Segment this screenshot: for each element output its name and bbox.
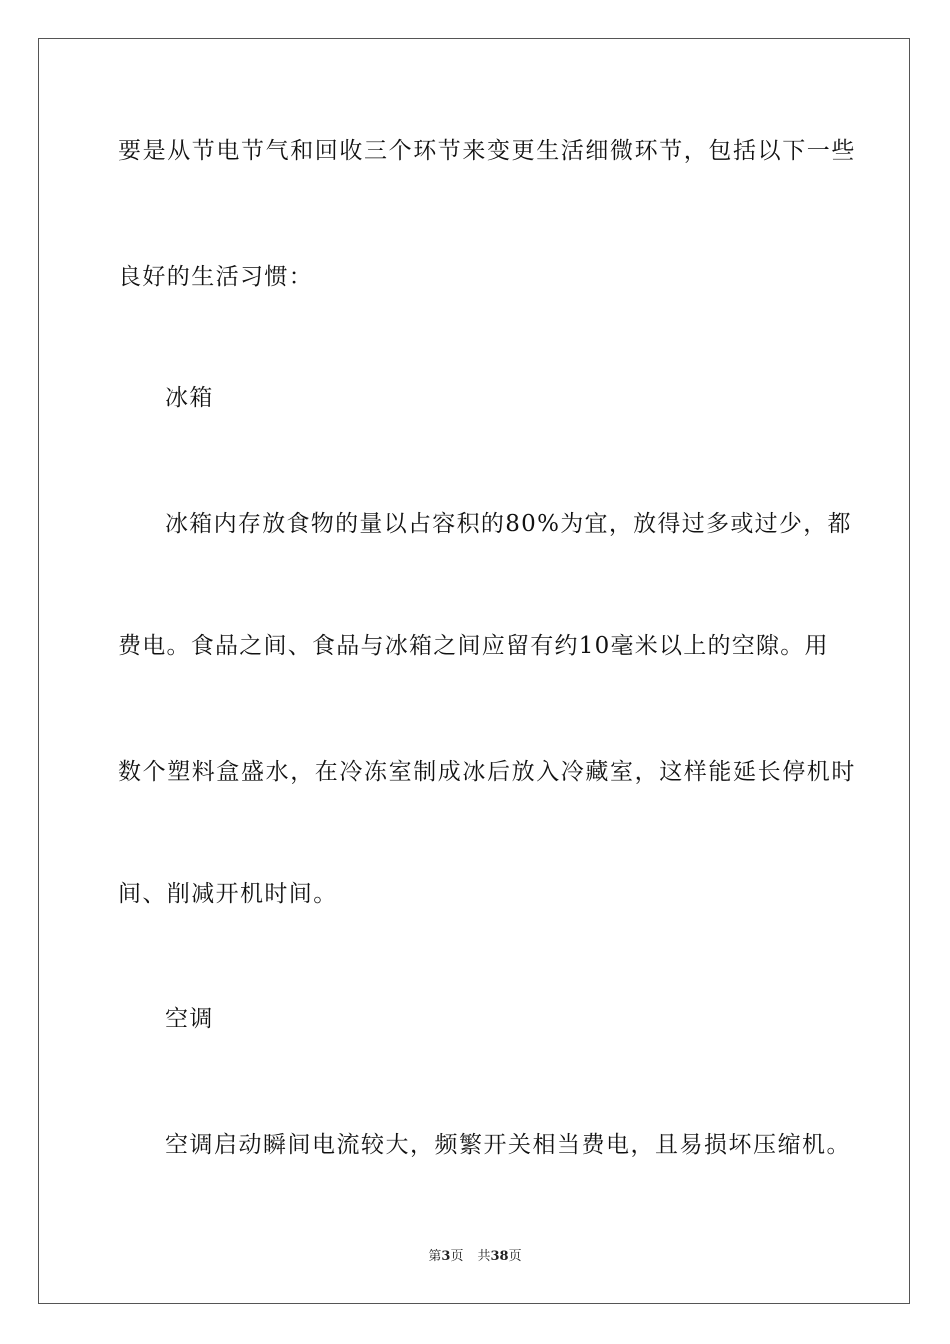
page-border	[38, 38, 910, 1304]
paragraph-line-4: 费电。食品之间、食品与冰箱之间应留有约10毫米以上的空隙。用	[118, 633, 829, 659]
paragraph-line-3: 冰箱内存放食物的量以占容积的80%为宜，放得过多或过少，都	[165, 511, 852, 537]
page-suffix: 页	[450, 1249, 464, 1264]
page-prefix: 第	[428, 1249, 442, 1264]
section-heading-air-conditioner: 空调	[165, 1006, 214, 1032]
paragraph-line-2: 良好的生活习惯：	[118, 264, 314, 290]
total-prefix: 共	[477, 1249, 491, 1264]
total-suffix: 页	[508, 1249, 522, 1264]
section-heading-fridge: 冰箱	[165, 385, 214, 411]
paragraph-line-1: 要是从节电节气和回收三个环节来变更生活细微环节，包括以下一些	[118, 138, 856, 164]
paragraph-line-6: 间、削减开机时间。	[118, 881, 338, 907]
page-number: 3	[441, 1249, 451, 1264]
paragraph-line-5: 数个塑料盒盛水，在冷冻室制成冰后放入冷藏室，这样能延长停机时	[118, 759, 856, 785]
page-footer	[0, 1248, 950, 1266]
paragraph-line-7: 空调启动瞬间电流较大，频繁开关相当费电，且易损坏压缩机。	[165, 1132, 851, 1158]
total-pages: 38	[490, 1249, 509, 1264]
